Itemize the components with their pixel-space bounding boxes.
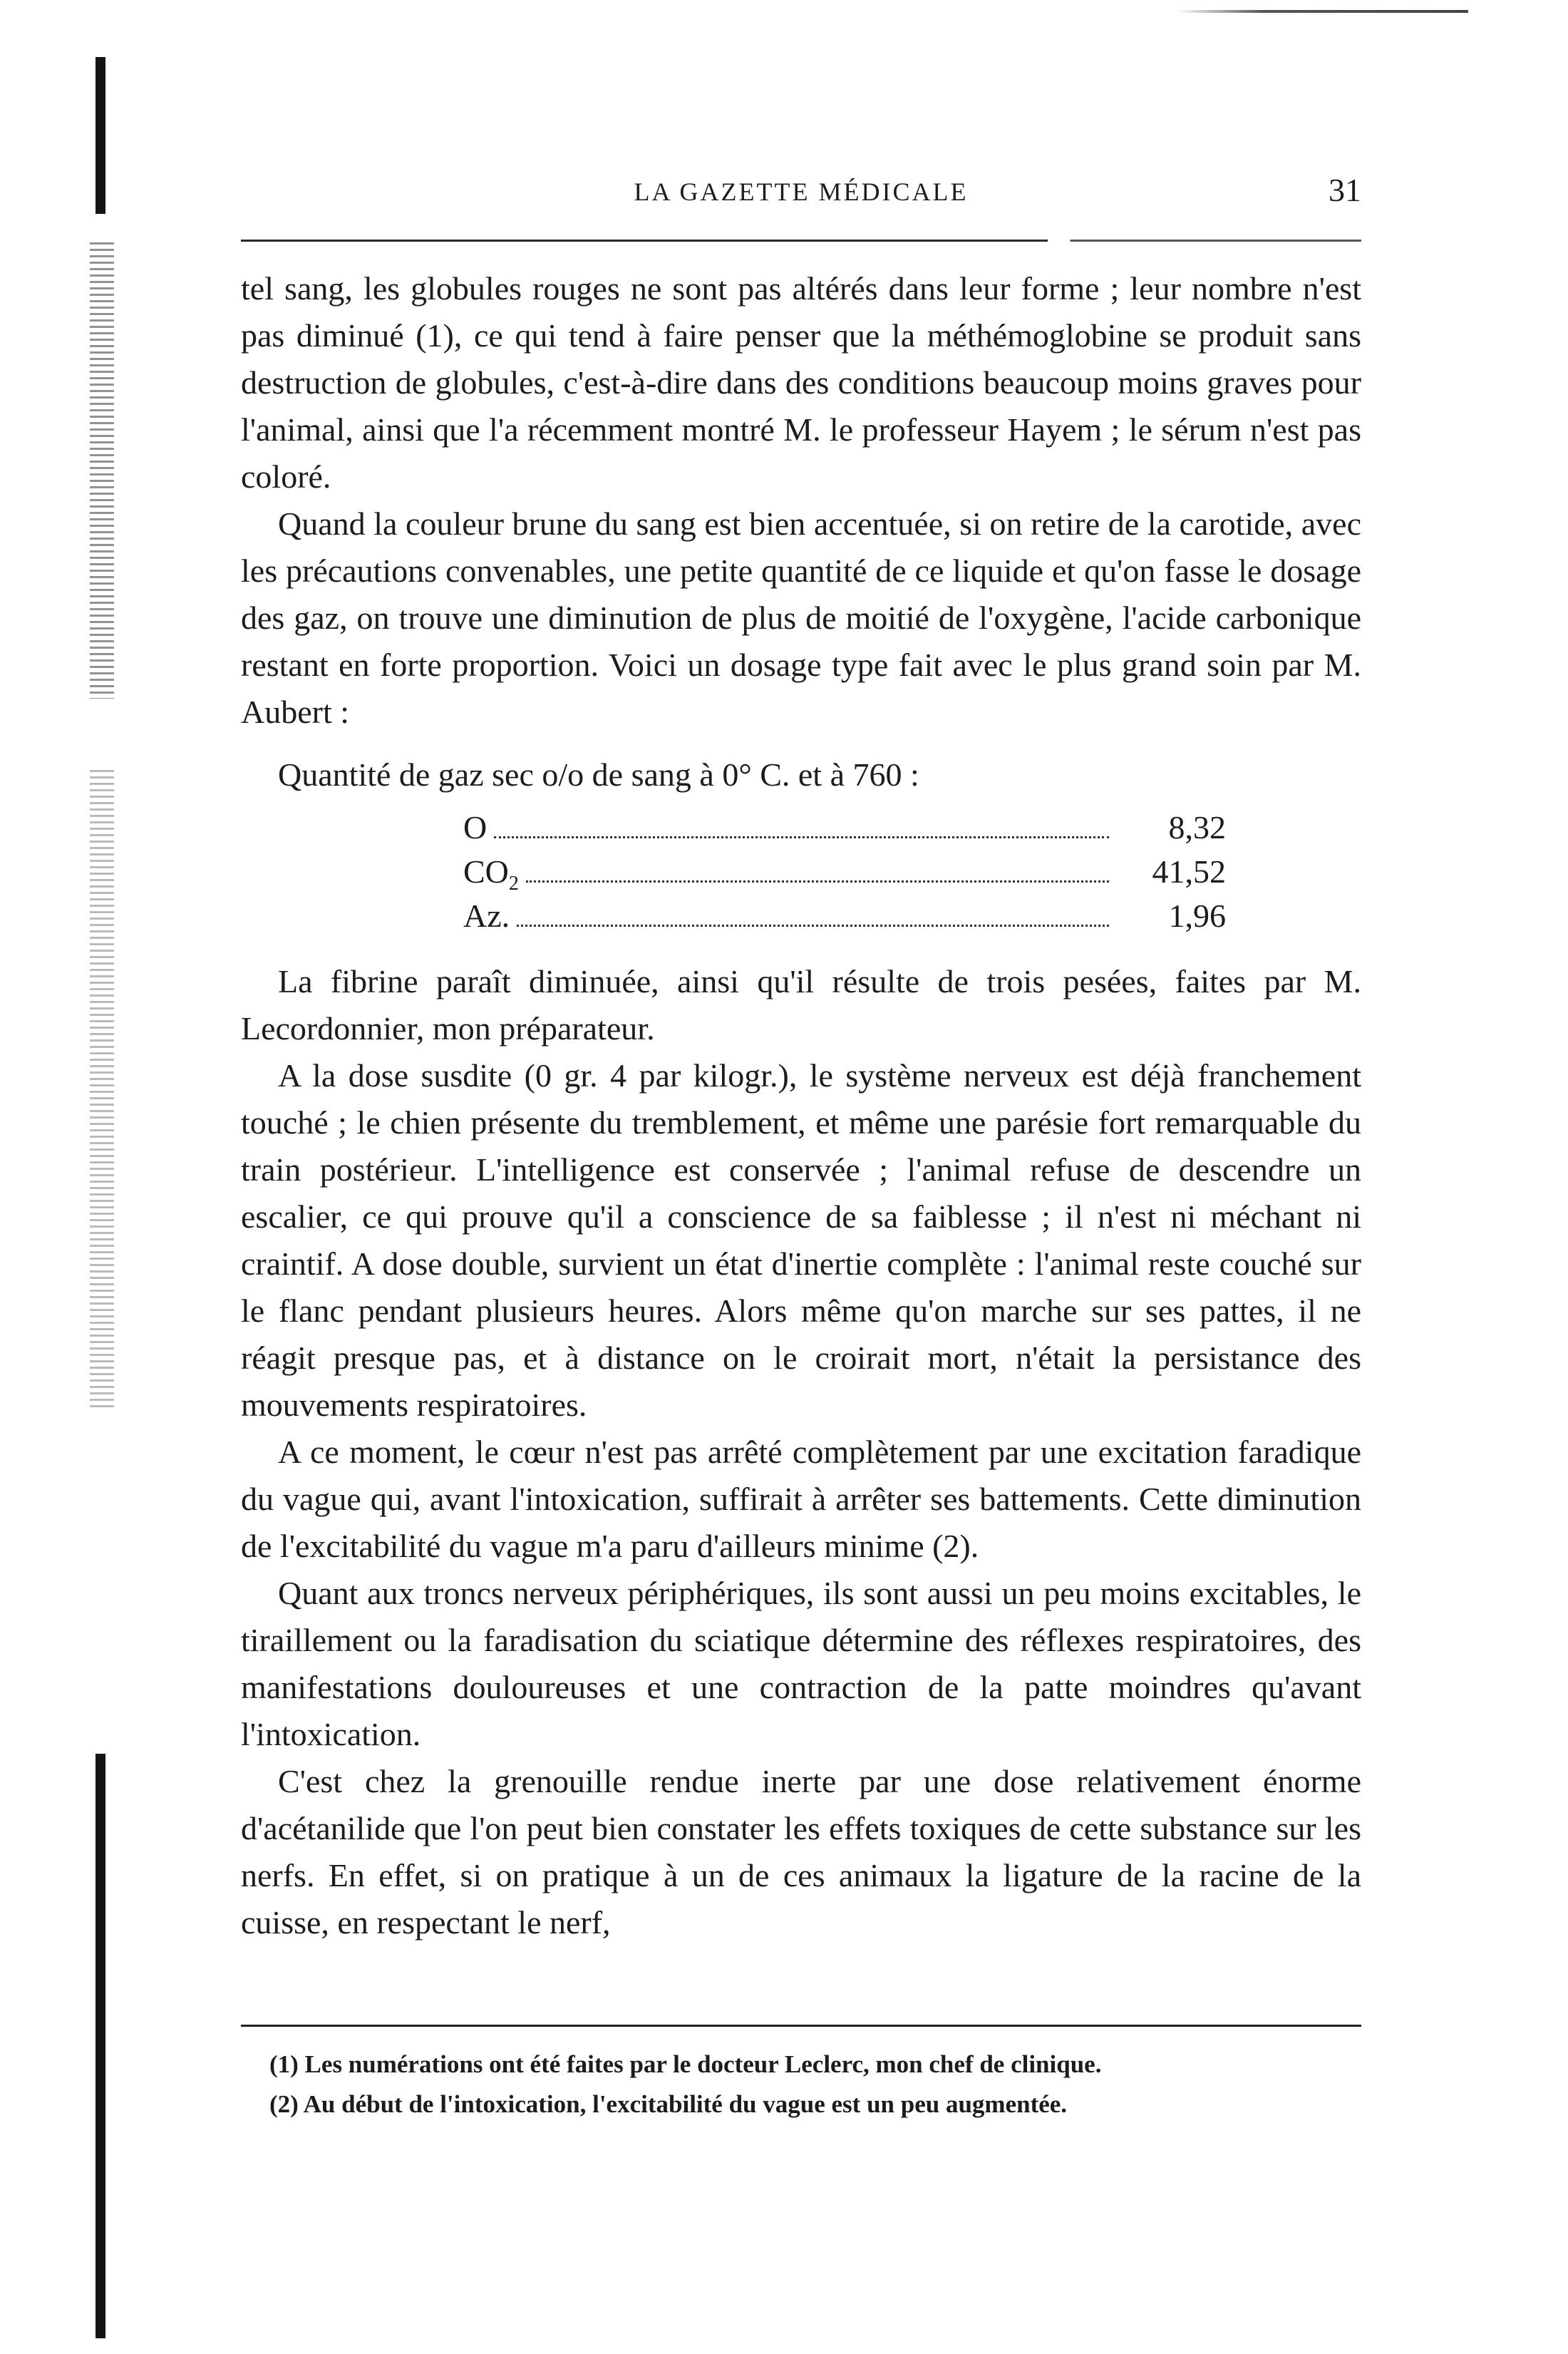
gas-row: [463, 804, 1361, 848]
footnote: (1) Les numérations ont été faites par le docteur Leclerc, mon chef de clinique.: [269, 2050, 1102, 2078]
gas-value: 41,52: [1152, 853, 1226, 890]
paragraph: A ce moment, le cœur n'est pas arrêté complètement par une excitation faradique du vague qui, avant l'intoxication, suffirait à arrêter ses battements. Cette diminution de l'excitabilité du vague m'a paru d'ailleurs minime (2).: [241, 1434, 1361, 1564]
paragraph: A la dose susdite (0 gr. 4 par kilogr.), le système nerveux est déjà franchement touché ; le chien présente du tremblement, et même une parésie fort remarquable du train postérieur. L'intelligence est conservée ; l'animal refuse de descendre un escalier, ce qui prouve qu'il a conscience de sa faiblesse ; il n'est ni méchant ni craintif. A dose double, survient un état d'inertie complète : l'animal reste couché sur le flanc pendant plusieurs heures. Alors même qu'on marche sur ses pattes, il ne réagit presque pas, et à distance on le croirait mort, n'était la persistance des mouvements respiratoires.: [241, 1057, 1361, 1423]
page: [241, 0, 1361, 2354]
dot-leader: [526, 880, 1109, 883]
gas-table: [463, 804, 1361, 937]
gas-label: $CO_2$: [463, 853, 519, 895]
running-title: LA GAZETTE MÉDICALE: [634, 178, 969, 206]
gas-table-caption: Quantité de gaz sec o/o de sang à 0° C. et à 760 :: [278, 756, 919, 793]
dot-leader: [517, 925, 1109, 927]
scan-edge-artifact: [84, 57, 124, 2338]
footnotes: [269, 2045, 1361, 2124]
paragraph: C'est chez la grenouille rendue inerte par une dose relativement énorme d'acétanilide que l'on peut bien constater les effets toxiques de cette substance sur les nerfs. En effet, si on pratique à un de ces animaux la ligature de la racine de la cuisse, en respectant le nerf,: [241, 1763, 1361, 1941]
gas-value: 1,96: [1168, 898, 1226, 934]
page-header: [241, 171, 1361, 221]
body-text: [241, 265, 1361, 1946]
page-number: 31: [1329, 172, 1361, 208]
paragraph: La fibrine paraît diminuée, ainsi qu'il résulte de trois pesées, faites par M. Lecordonnier, mon préparateur.: [241, 963, 1361, 1047]
gas-value: 8,32: [1168, 809, 1226, 846]
gas-row: [463, 848, 1361, 893]
scan-edge-noise: [90, 242, 114, 699]
header-rule: [241, 240, 1361, 242]
gas-label: O: [463, 809, 488, 846]
footnote: (2) Au début de l'intoxication, l'excitabilité du vague est un peu augmentée.: [269, 2090, 1068, 2118]
gas-label: Az.: [463, 898, 510, 934]
footnote-rule: [241, 2025, 1361, 2027]
scan-edge-noise: [90, 770, 114, 1412]
scan-edge-bar: [96, 57, 105, 214]
paragraph: Quant aux troncs nerveux périphériques, ils sont aussi un peu moins excitables, le tiraillement ou la faradisation du sciatique détermine des réflexes respiratoires, des manifestations douloureuses et une contraction de la patte moindres qu'avant l'intoxication.: [241, 1575, 1361, 1752]
gas-row: [463, 893, 1361, 937]
dot-leader: [494, 836, 1109, 838]
paragraph: Quand la couleur brune du sang est bien accentuée, si on retire de la carotide, avec les précautions convenables, une petite quantité de ce liquide et qu'on fasse le dosage des gaz, on trouve une diminution de plus de moitié de l'oxygène, l'acide carbonique restant en forte proportion. Voici un dosage type fait avec le plus grand soin par M. Aubert :: [241, 505, 1361, 730]
scan-edge-bar: [96, 1754, 105, 2338]
paragraph: tel sang, les globules rouges ne sont pas altérés dans leur forme ; leur nombre n'est pas diminué (1), ce qui tend à faire penser que la méthémoglobine se produit sans destruction de globules, c'est-à-dire dans des conditions beaucoup moins graves pour l'animal, ainsi que l'a récemment montré M. le professeur Hayem ; le sérum n'est pas coloré.: [241, 270, 1361, 495]
